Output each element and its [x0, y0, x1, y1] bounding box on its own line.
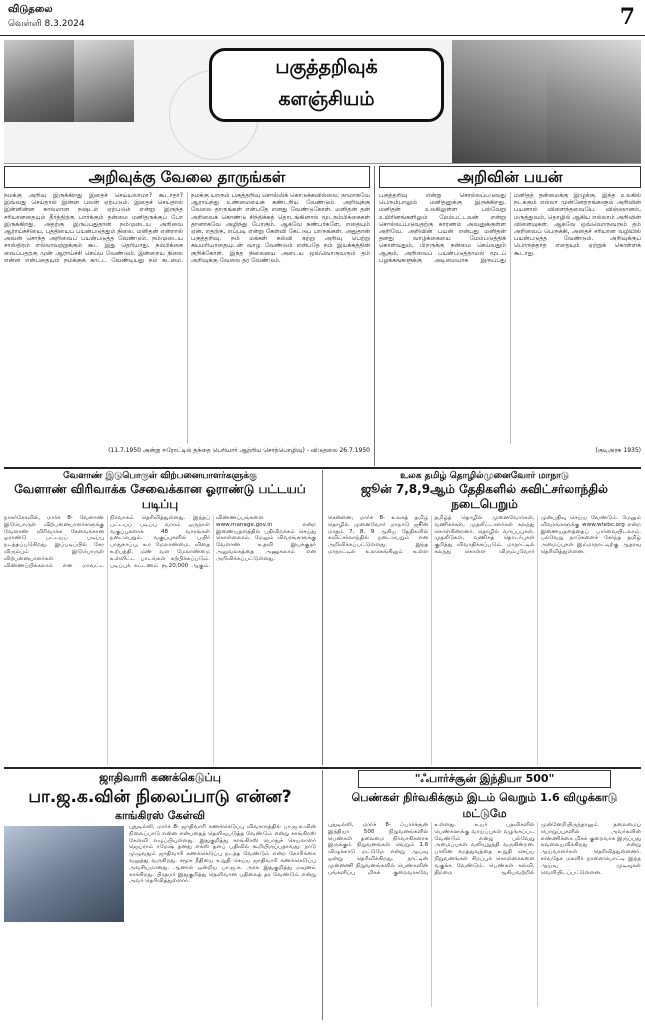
section-banner — [4, 40, 641, 164]
article-fortune-500 — [322, 770, 641, 1020]
article-tamil-entrepreneurs — [322, 470, 641, 765]
banner-title — [209, 48, 444, 122]
banner-title-line: களஞ்சியம் — [278, 88, 375, 110]
article-body: புதுடில்லி, மார்ச் 8- ஃபார்ச்சூன் இந்தியா 500 நிறுவனங்களில் பெண்கள் தலைமை நிர்வாகிகளாக இருக்கும் நிறுவனங்கள் வெறும் 1.6 விழுக்காடு மட்டுமே என்று ஆய்வு ஒன்று தெரிவிக்கிறது. நாட்டின் முன்னணி நிறுவனங்களில் பெண்களின் பங்களிப்பு மிகக் குறைவாகவே உள்ளது. உயர் பதவிகளில் பெண்களுக்கு வாய்ப்புகள் வழங்கப்பட வேண்டும் என்று பல்வேறு அமைப்புகள் வலியுறுத்தி வருகின்றன. பாலின சமத்துவத்தை உறுதி செய்ய நிறுவனங்கள் சிறப்புக் கொள்கைகளை வகுக்க வேண்டும். பெண்கள் கல்வி, திறமை ஆகியவற்றில் முன்னேறியிருந்தாலும் தலைமைப் பொறுப்புகளில் அவர்களின் எண்ணிக்கை மிகக் குறைவாக இருப்பது கவலையளிக்கிறது என்று ஆய்வாளர்கள் தெரிவித்துள்ளனர். சர்வதேச மகளிர் நாளையொட்டி இந்த ஆய்வு முடிவுகள் வெளியிடப்பட்டுள்ளன. — [328, 822, 641, 876]
divider — [4, 767, 641, 769]
portrait-image — [74, 40, 134, 122]
article-body: சென்னை, மார்ச் 8- உலகத் தமிழ் தொழில் முனைவோர் மாநாடு ஜூன் மாதம் 7, 8, 9 ஆகிய தேதிகளில் சுவிட்சர்லாந்தில் நடைபெறும் என அறிவிக்கப்பட்டுள்ளது. இந்த மாநாட்டில் உலகெங்கிலும் உள்ள தமிழ்த் தொழில் முனைவோர்கள், வணிகர்கள், முதலீட்டாளர்கள் கலந்து கொள்கின்றனர். தொழில் வாய்ப்புகள், முதலீடுகள், வணிகத் தொடர்புகள் குறித்து விவாதிக்கப்படும். மாநாட்டில் கலந்து கொள்ள விரும்புவோர் முன்பதிவு செய்ய வேண்டும். மேலும் விவரங்களுக்கு www.wtebc.org என்ற இணையதளத்தைப் பார்வையிடலாம். பல்வேறு நாடுகளைச் சேர்ந்த தமிழ் அமைப்புகள் இம்மாநாட்டிற்கு ஆதரவு தெரிவித்துள்ளன. — [328, 515, 641, 555]
article-body: நாகர்கோவில், மார்ச் 8- வேளாண் இடுபொருள் விற்பனையாளர்களுக்கு வேளாண் விரிவாக்க சேவைக்கான ஓராண்டு பட்டயப் படிப்பு நடத்தப்படுகிறது. இப்படிப்பில் சேர விரும்பும் இடுபொருள் விற்பனையாளர்கள் விண்ணப்பிக்கலாம் என மாவட்ட நிர்வாகம் தெரிவித்துள்ளது. இந்தப் பட்டயப் படிப்பு வாரம் ஒருநாள் வகுப்புகளாக 48 வாரங்கள் நடைபெறும். வகுப்புகளில் பயிர் பாதுகாப்பு, உர மேலாண்மை, விதை உற்பத்தி, மண் வள மேலாண்மை உள்ளிட்ட பாடங்கள் கற்பிக்கப்படும். படிப்புக் கட்டணம் ரூ.20,000 ஆகும். விண்ணப்பங்களை www.manage.gov.in என்ற இணையதளத்தில் பதிவிறக்கம் செய்து கொள்ளலாம். மேலும் விவரங்களுக்கு வேளாண் உதவி இயக்குநர் அலுவலகத்தை அணுகலாம் என அறிவிக்கப்பட்டுள்ளது. — [4, 515, 316, 569]
article-kicker: உலக தமிழ் தொழில்முனைவோர் மாநாடு — [400, 471, 569, 481]
paper-name: விடுதலை — [8, 4, 53, 15]
article-arivin-payan — [374, 166, 641, 466]
banner-title-line: பகுத்தறிவுக் — [275, 56, 378, 78]
portrait-image — [4, 40, 74, 122]
issue-date: வெள்ளி 8.3.2024 — [8, 19, 85, 29]
portrait-image — [547, 40, 641, 164]
portrait-image — [452, 40, 547, 164]
article-headline: அறிவுக்கு வேலை தாருங்கள் — [4, 166, 370, 188]
article-headline: அறிவின் பயன் — [379, 166, 641, 188]
article-credit: (11.7.1950 அன்று ஈரோட்டில் தந்தை பெரியார் ஆற்றிய சொற்பொழிவு) - விடுதலை 26.7.1950 — [108, 447, 370, 454]
article-agri-course — [4, 470, 316, 765]
article-headline: ஜூன் 7,8,9ஆம் தேதிகளில் சுவிட்சர்லாந்தில் நடைபெறும் — [360, 482, 608, 511]
divider — [4, 467, 641, 469]
news-photo — [4, 826, 124, 922]
article-subhead: காங்கிரஸ் கேள்வி — [114, 809, 206, 822]
article-kicker: வேளாண் இடுபொருள் விற்பனையாளர்களுக்கு — [63, 471, 257, 481]
article-kicker: ஜாதிவாரி கணக்கெடுப்பு — [99, 771, 221, 784]
article-body: புதுடில்லி, மார்ச் 8- ஜாதிவாரி கணக்கெடுப்பு விவகாரத்தில் பா.ஜ.க.வின் நிலைப்பாடு என்ன என்பதைத் தெளிவுபடுத்த வேண்டும் என்று காங்கிரஸ் கேள்வி எழுப்பியுள்ளது. இதுகுறித்து காங்கிரஸ் பொதுச் செயலாளர் ஜெய்ராம் ரமேஷ் தனது எக்ஸ் தளப் பதிவில் கூறியிருப்பதாவது: நாடு முழுவதும் ஜாதிவாரி கணக்கெடுப்பு நடத்த வேண்டும் என்ற கோரிக்கை வலுத்து வருகிறது. சமூக நீதியை உறுதி செய்ய ஜாதிவாரி கணக்கெடுப்பு அவசியமானது. ஆனால் ஒன்றிய பா.ஜ.க. அரசு இதுகுறித்து மவுனம் காக்கிறது. பிரதமர் இதுகுறித்து தெளிவான பதிலைத் தர வேண்டும் என்று அவர் தெரிவித்துள்ளார். — [129, 824, 316, 885]
article-subhead: பெண்கள் நிர்வகிக்கும் இடம் வெறும் 1.6 விழுக்காடு மட்டுமே — [351, 791, 618, 820]
article-body: நமக்கு அறிவு இருக்கிறது இதைச் செய்யலாமா? கூடாதா? இவ்வது செய்தால் இன்ன பலன் ஏற்படும். இதைச் செய்தால் இன்னின்ன காலமான நஷ்டம் ஏற்படும் என்று இருந்த சரியானதையும் தீர்த்திற்கு பார்க்கும் தன்மை மனிதருக்குப் போ இருக்கிறது. அதற்கு இருப்பதுதான் நம்முடைய அறிவை ஆராய்ச்சியை, புத்தியைப் பயன்படுத்தும் நிலை. மனிதன் என்றால் அவன் சொந்த அறிவைப் பயன்படுத்த வேண்டும். நம்முடைய சாஸ்திரம் எல்லாவற்றுக்கும் கூட இது தெரியாது. நம்பிக்கை வைப்பதற்கு முன் ஆராய்ச்சி செய்ய வேண்டும். இன்றைய நிலை என்ன என்பதையும் நமக்குக் காட்ட வேண்டியது நம் கடமை. நமக்கு யாரும் பகுத்தறிவு சொல்லிக் கொடுக்கவில்லை; நாமாகவே ஆராய்ந்து உண்மையைக் கண்டறிய வேண்டும். அறிவுக்கு வேலை தாருங்கள் என்பதே எனது வேண்டுகோள். மனிதன் தன் அறிவைக் கொண்டு சிந்திக்கத் தொடங்கினால் மூடநம்பிக்கைகள் தானாகவே அழிந்து போகும். ஆகவே நண்பர்களே, எதையும் ஏன், எதற்கு, எப்படி என்று கேள்வி கேட்டுப் பாருங்கள். அதுதான் பகுத்தறிவு. நம் மக்கள் கல்வி கற்று அறிவு பெற்று சுயமரியாதையுடன் வாழ வேண்டும் என்பதே நம் இயக்கத்தின் குறிக்கோள். இந்த நிலையை அடைய ஒவ்வொருவரும் தம் அறிவுக்கு வேலை தர வேண்டும். — [4, 192, 370, 264]
article-credit: (குடிஅரசு 1935) — [595, 447, 641, 454]
article-arivukku-velai — [4, 166, 370, 466]
page-number: 7 — [619, 4, 635, 30]
article-body: பகுத்தறிவு என்று சொல்லப்படுவது பெரும்பாலும் மனிதனுக்கு இருக்கிறது. மனிதன் உலகிலுள்ள பல்வேறு உயிரினங்களிலும் மேம்பட்டவன் என்று சொல்லப்படுவதற்கு காரணம் அவனுக்குள்ள அறிவே. அறிவின் பயன் என்பது மனிதன் தனது வாழ்க்கையை மேம்படுத்திக் கொள்வதும், பிறருக்கு நன்மை செய்வதும் ஆகும். அறிவைப் பயன்படுத்தாமல் மூடப் பழக்கங்களுக்கு அடிமையாக இருப்பது மனிதத் தன்மைக்கு இழுக்கு. இந்த உலகில் நடக்கும் எல்லா முன்னேற்றங்களும் அறிவின் பயனால் விளைந்தவையே. விஞ்ஞானம், மருத்துவம், தொழில் ஆகிய எல்லாம் அறிவின் விளைவுகள். ஆகவே ஒவ்வொருவரும் தம் அறிவைப் பெருக்கி, அதைச் சரியான வழியில் பயன்படுத்த வேண்டும். அறிவுக்குப் பொருந்தாத எதையும் ஏற்றுக் கொள்ளக் கூடாது. — [379, 192, 641, 264]
article-headline: வேளாண் விரிவாக்க சேவைக்கான ஓராண்டு பட்டயப் படிப்பு — [14, 482, 306, 511]
article-caste-census — [4, 770, 316, 1020]
article-body-wrap — [4, 824, 316, 1009]
article-headline: "ஃபார்ச்சூன் இந்தியா 500" — [358, 770, 611, 788]
masthead — [0, 0, 645, 36]
article-headline: பா.ஜ.க.வின் நிலைப்பாடு என்ன? — [28, 787, 292, 807]
